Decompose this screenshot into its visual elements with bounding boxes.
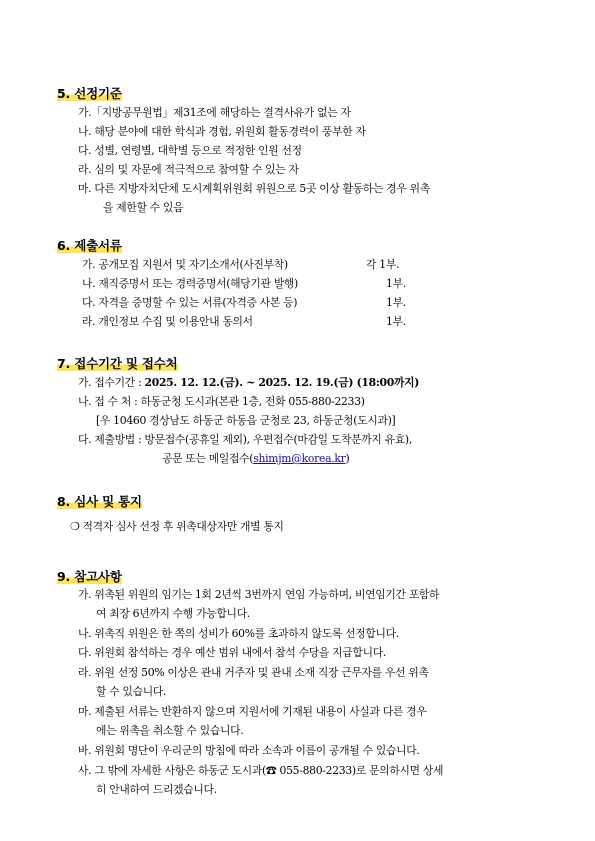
- place-value: 하동군청 도시과(본관 1층, 전화 055-880-2233): [140, 395, 365, 408]
- method-value: 방문접수(공휴일 제외), 우편접수(마감일 도착분까지 유효),: [144, 433, 412, 446]
- method-cont-post: ): [345, 452, 350, 465]
- note-6: 바. 위원회 명단이 우리군의 방침에 따라 소속과 이름이 공개될 수 있습니다.: [78, 744, 420, 757]
- period-row: [78, 376, 419, 390]
- criteria-item-3: 다. 성별, 연령별, 대학별 등으로 적정한 인원 선정: [78, 144, 302, 157]
- note-7: 사. 그 밖에 자세한 사항은 하동군 도시과(☎ 055-880-2233)로 문의하시면 상세: [78, 764, 444, 777]
- note-1: 가. 위촉된 위원의 임기는 1회 2년씩 3번까지 연임 가능하며, 비연임기간 포함하: [78, 588, 440, 601]
- criteria-item-2: 나. 해당 분야에 대한 학식과 경험, 위원회 활동경력이 풍부한 자: [78, 125, 366, 138]
- address-line: [우 10460 경상남도 하동군 하동읍 군청로 23, 하동군청(도시과)]: [96, 414, 396, 427]
- section-5-heading: 5. 선정기준: [57, 86, 122, 101]
- note-2: 나. 위촉직 위원은 한 쪽의 성비가 60%를 초과하지 않도록 선정합니다.: [78, 627, 399, 640]
- doc-item-4: 라. 개인정보 수집 및 이용안내 동의서: [82, 315, 253, 328]
- note-5: 마. 제출된 서류는 반환하지 않으며 지원서에 기재된 내용이 사실과 다른 경우: [78, 705, 427, 718]
- section-8-heading: 8. 심사 및 통지: [57, 494, 142, 509]
- place-label: 나. 접 수 처 :: [78, 395, 138, 408]
- criteria-item-1: 가.「지방공무원법」제31조에 해당하는 결격사유가 없는 자: [78, 106, 351, 119]
- section-9-heading: 9. 참고사항: [57, 569, 122, 584]
- method-row: [78, 433, 412, 447]
- doc-item-2-qty: 1부.: [386, 277, 406, 290]
- note-4: 라. 위원 선정 50% 이상은 관내 거주자 및 관내 소재 직장 근무자를 우선 위촉: [78, 666, 429, 679]
- doc-item-1-qty: 각 1부.: [366, 258, 400, 271]
- period-value: 2025. 12. 12.(금). ~ 2025. 12. 19.(금) (18:00까지): [144, 376, 420, 389]
- doc-item-4-qty: 1부.: [386, 315, 406, 328]
- period-label: 가. 접수기간 :: [78, 376, 142, 389]
- email-link[interactable]: shimjm@korea.kr: [253, 452, 346, 465]
- section-6-heading: 6. 제출서류: [57, 238, 122, 253]
- method-cont: [162, 452, 349, 466]
- note-4-cont: 할 수 있습니다.: [96, 685, 167, 698]
- method-cont-pre: 공문 또는 메일접수(: [162, 452, 254, 465]
- note-5-cont: 에는 위촉을 취소할 수 있습니다.: [96, 724, 244, 737]
- doc-item-2: 나. 재직증명서 또는 경력증명서(해당기관 발행): [82, 277, 298, 290]
- review-notice: [70, 520, 284, 534]
- criteria-item-4: 라. 심의 및 자문에 적극적으로 참여할 수 있는 자: [78, 163, 299, 176]
- criteria-item-5: 마. 다른 지방자치단체 도시계획위원회 위원으로 5곳 이상 활동하는 경우 위촉: [78, 182, 430, 195]
- place-row: [78, 395, 365, 409]
- method-label: 다. 제출방법 :: [78, 433, 142, 446]
- note-7-cont: 히 안내하여 드리겠습니다.: [96, 783, 217, 796]
- note-1-cont: 여 최장 6년까지 수행 가능합니다.: [96, 607, 250, 620]
- review-notice-text: 적격자 심사 선정 후 위촉대상자만 개별 통지: [82, 520, 284, 533]
- doc-item-3: 다. 자격을 증명할 수 있는 서류(자격증 사본 등): [82, 296, 298, 309]
- doc-item-3-qty: 1부.: [386, 296, 406, 309]
- criteria-item-5-cont: 을 제한할 수 있음: [103, 201, 184, 214]
- doc-item-1: 가. 공개모집 지원서 및 자기소개서(사진부착): [82, 258, 288, 271]
- circle-bullet-icon: ❍: [70, 520, 80, 533]
- section-7-heading: 7. 접수기간 및 접수처: [57, 356, 178, 371]
- note-3: 다. 위원회 참석하는 경우 예산 범위 내에서 참석 수당을 지급합니다.: [78, 646, 386, 659]
